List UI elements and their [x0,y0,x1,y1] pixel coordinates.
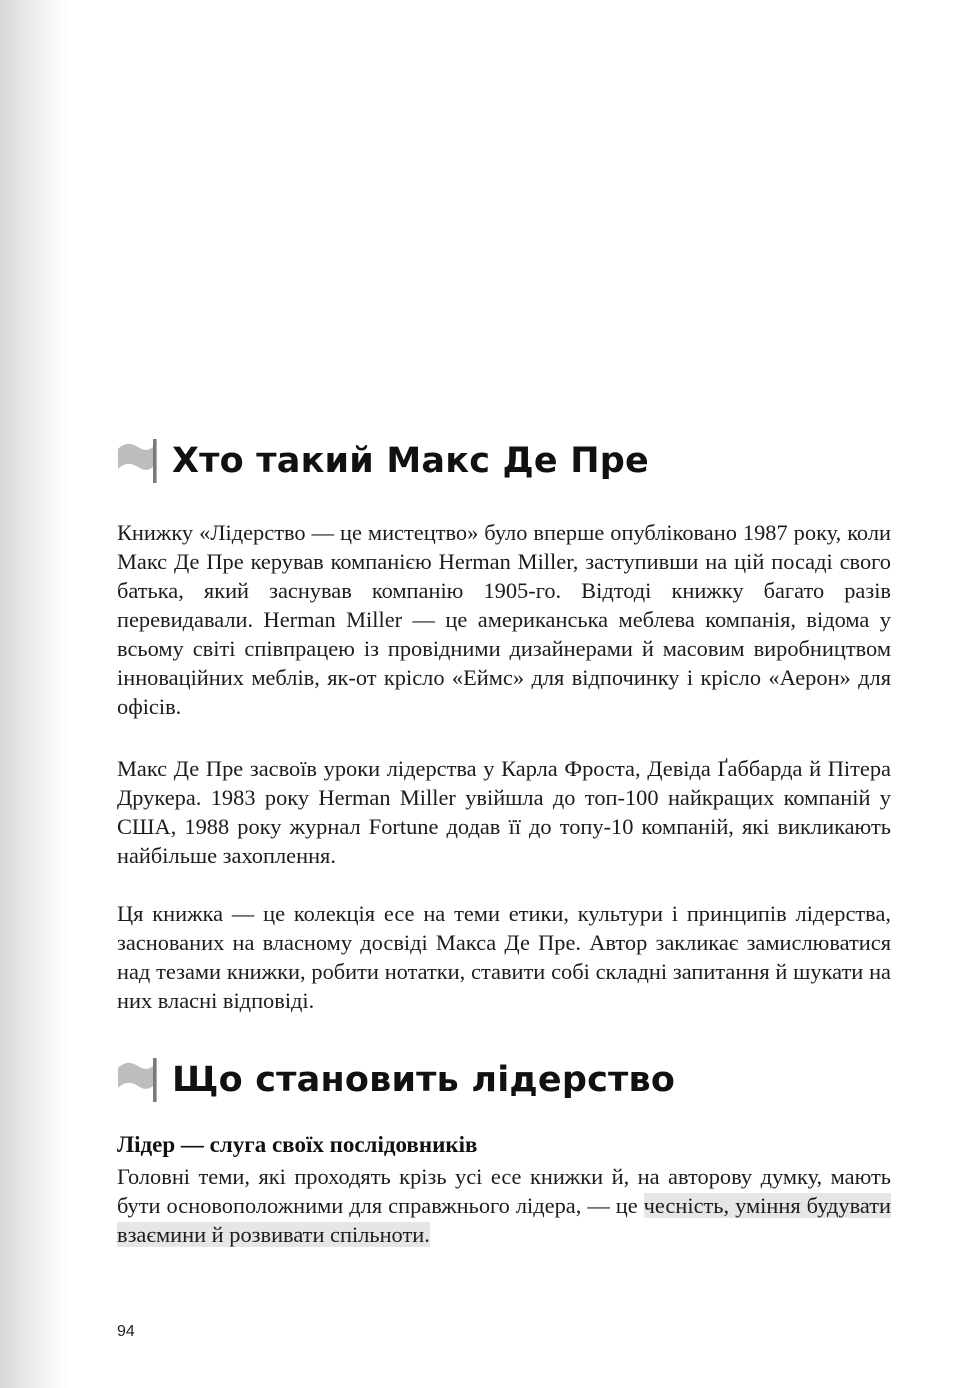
body-paragraph: Макс Де Пре засвоїв уроки лідерства у Карла Фроста, Девіда Ґаббарда й Пітера Друкера. 1983 року Herman Miller увійшла до топ-100 найкращих компаній у США, 1988 року журнал Fortune додав її до топу-10 компаній, які викликають найбільше захоплення. [117,756,891,868]
body-paragraph: Ця книжка — це колекція есе на теми етики, культури і принципів лідерства, заснованих на власному досвіді Макса Де Пре. Автор закликає замислюватися над тезами книжки, робити нотатки, ставити собі складні запитання й шукати на них власні відповіді. [117,901,891,1013]
page-number: 94 [117,1323,135,1340]
section-heading-what-is-leadership [116,1055,675,1105]
section-heading-text: Хто такий Макс Де Пре [172,441,649,481]
paragraph-lead-text: Головні теми, які проходять крізь усі есе книжки й, на авторову думку, мають бути основоположними для справжнього лідера, — це [117,1164,891,1218]
body-paragraph: Книжку «Лідерство — це мистецтво» було вперше опубліковано 1987 року, коли Макс Де Пре керував компанією Herman Miller, заступивши на цій посаді свого батька, який заснував компанію 1905-го. Відтоді книжку багато разів перевидавали. Herman Miller — це американська меблева компанія, відома у всьому світі співпрацею із провідними дизайнерами й масовим виробництвом інноваційних меблів, як-от крісло «Еймс» для відпочинку і крісло «Аерон» для офісів. [117,520,891,719]
flag-icon [116,437,158,485]
highlighted-text: чесність, уміння будувати взаємини й розвивати спільноти. [117,1193,891,1247]
flag-icon [116,1056,158,1104]
page-gutter-shadow [0,0,70,1388]
section-heading-who-is [116,436,649,486]
section-heading-text: Що становить лідерство [172,1060,676,1100]
subheading: Лідер — слуга своїх послідовників [117,1132,478,1157]
body-paragraph [117,1162,891,1249]
